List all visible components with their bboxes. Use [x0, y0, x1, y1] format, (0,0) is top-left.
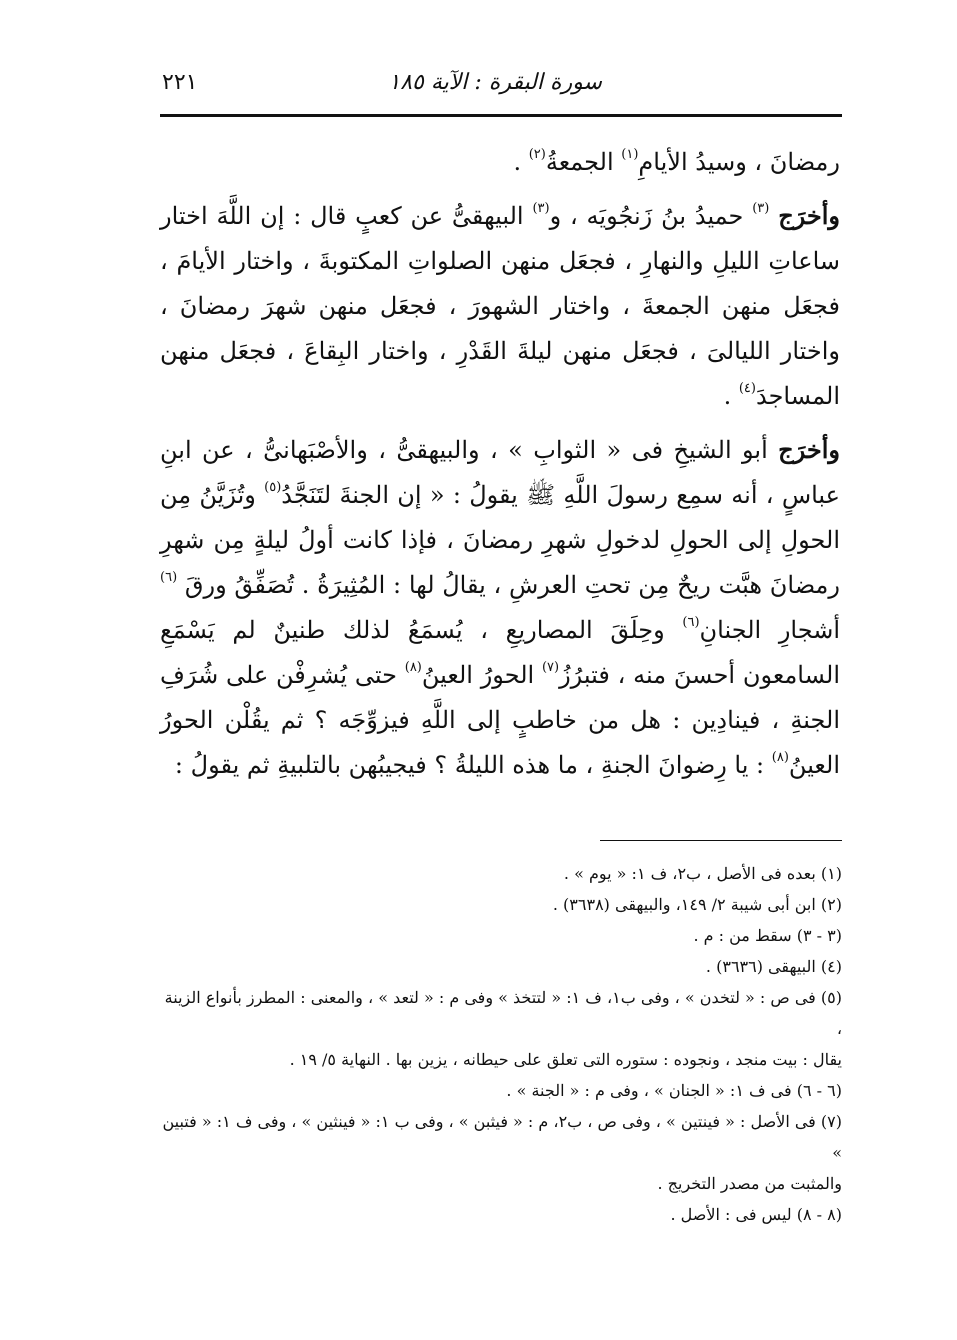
running-header: [160, 66, 840, 110]
footnote: (٦ - ٦) فى ف ١: « الجنان » ، وفى م : « الجنة » .: [506, 1081, 842, 1100]
footnote-marker: (٣): [752, 201, 770, 216]
footnote: (٢) ابن أبى شيبة ٢/ ١٤٩، والبيهقى (٣٦٣٨) .: [552, 895, 842, 914]
footnote-marker: (٦): [160, 570, 178, 585]
footnote: (٣ - ٣) سقط من : م .: [693, 926, 842, 945]
footnotes: [160, 858, 842, 1230]
header-title: سورة البقرة : الآية ١٨٥: [388, 70, 602, 95]
footnote-marker: (١): [621, 147, 639, 162]
footnote-marker: (٨): [771, 750, 789, 765]
footnote-continuation: يقال : بيت منجد ، ونجوده : ستوره التى تعلق على حيطانه ، يزين بها . النهاية ٥/ ١٩ .: [289, 1050, 842, 1069]
footnote: (٥) فى ص : « لتخدن » ، وفى ب١، ف ١: « لتتخذ » وفى م : « لتعد » ، والمعنى : المطرز بأنواع الزينة ،: [164, 988, 842, 1038]
footnote-marker: (٥): [264, 480, 282, 495]
lead-word: وأخرَج: [778, 201, 841, 230]
footnote-marker: (٤): [738, 381, 756, 396]
lead-word: وأخرَج: [778, 435, 840, 464]
footnote: (٧) فى الأصل : « فينتين » ، وفى ص ، ب٢، م : « فيثبن » ، وفى ب ١: « فينثين » ، وفى ف ١: « فتبين »: [162, 1112, 842, 1162]
footnote-marker: (٢): [528, 147, 546, 162]
footnote: (٤) البيهقى (٣٦٣٦) .: [705, 957, 842, 976]
footnote-continuation: والمثبت من مصدر التخريج .: [657, 1174, 842, 1193]
main-text: [160, 140, 840, 796]
header-rule: [160, 114, 842, 117]
page-number: ٢٢١: [162, 70, 198, 95]
footnote-marker: (٨): [404, 660, 422, 675]
footnote: (١) بعده فى الأصل ، ب٢، ف ١: « يوم » .: [563, 864, 842, 883]
footnote-marker: (٦): [682, 615, 700, 630]
footnote-marker: (٧): [541, 660, 560, 675]
paragraph-2: وأخرَج $^{(٣)}$ حميدُ بنُ زَنجُويَه ، و$^{(٣)}$ البيهقىُّ عن كعبٍ قال : إن اللَّهَ اختار ساعاتِ الليلِ والنهارِ ، فجعَل منهن الصلواتِ المكتوبةَ ، واختار الأيامَ ، فجعَل منهن الجمعةَ ، واختار الشهورَ ، فجعَل منهن شهرَ رمضانَ ، واختار الليالىَ ، فجعَل منهن ليلةَ القَدْرِ ، واختار البِقاعَ ، فجعَل منهن المساجدَ$^{(٤)}$ .: [160, 201, 841, 410]
footnote: (٨ - ٨) ليس فى : الأصل .: [670, 1205, 842, 1224]
footnote-marker: (٣): [532, 201, 550, 216]
footnote-rule: [600, 840, 842, 841]
paragraph-1: رمضانَ ، وسيدُ الأيامِ$^{(١)}$ الجمعةُ$^{(٢)}$ .: [513, 147, 840, 176]
paragraph-3: وأخرَج أبو الشيخِ فى « الثوابِ » ، والبيهقىُّ ، والأصْبَهانىُّ ، عن ابنِ عباسٍ ، أنه سمِع رسولَ اللَّهِ ﷺ يقولُ : « إن الجنةَ لتَنَجَّدُ$^{(٥)}$ وتُزَيَّنُ مِن الحولِ إلى الحولِ لدخولِ شهرِ رمضانَ ، فإذا كانت أولُ ليلةٍ مِن شهرِ رمضانَ هبَّت ريحٌ مِن تحتِ العرشِ ، يقالُ لها : المُثِيرَةُ . تُصَفِّقُ ورقَ $^{(٦)}$ أشجارِ الجنانِ$^{(٦)}$ وحِلَقَ المصاريعِ ، يُسمَعُ لذلك طنينٌ لم يَسْمَعِ السامعون أحسنَ منه ، فتبرُزُ$^{(٧)}$ الحورُ العينُ$^{(٨)}$ حتى يُشرِفْن على شُرَفِ الجنةِ ، فينادِين : هل من خاطبٍ إلى اللَّهِ فيزوِّجَه ؟ ثم يقُلْن الحورُ العينُ$^{(٨)}$ : يا رِضوانَ الجنةِ ، ما هذه الليلةُ ؟ فيجيبُهن بالتلبيةِ ثم يقولُ :: [160, 435, 841, 779]
